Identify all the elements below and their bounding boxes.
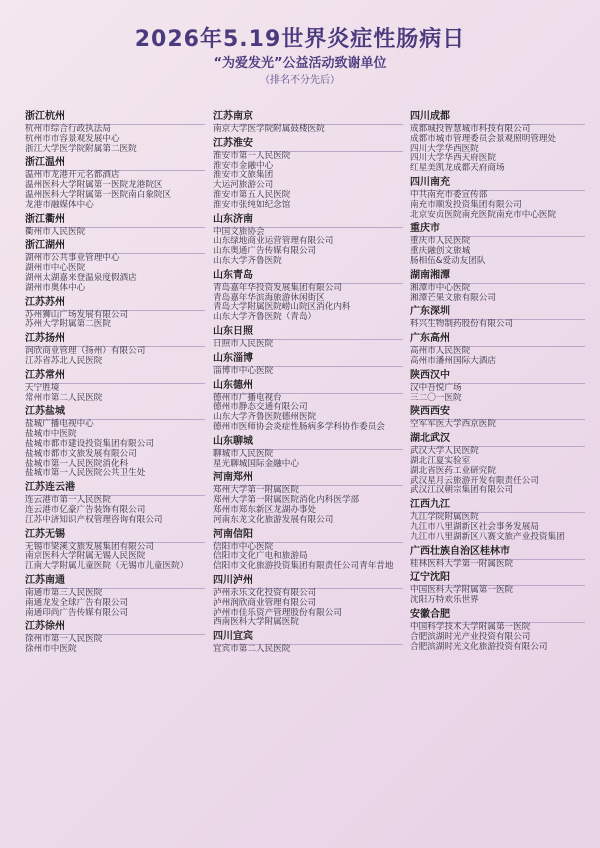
region-block bbox=[410, 223, 585, 266]
organization-name: 武汉大学人民医院 bbox=[410, 446, 479, 457]
region-heading: 浙江温州 bbox=[25, 157, 205, 171]
region-heading: 安徽合肥 bbox=[410, 609, 585, 623]
region-block bbox=[410, 370, 585, 404]
region-block bbox=[25, 214, 205, 238]
region-block bbox=[410, 499, 585, 542]
organization-name: 河南东龙文化旅游发展有限公司 bbox=[213, 514, 334, 525]
organization-name: 德州市静态交通有限公司 bbox=[213, 402, 308, 413]
region-heading: 四川宜宾 bbox=[213, 631, 403, 645]
region-block bbox=[213, 326, 403, 350]
organization-name: 山东大学齐鲁医院（青岛） bbox=[213, 312, 317, 323]
organization-name: 南充市顺发投资集团有限公司 bbox=[410, 199, 522, 210]
organization-name: 信阳市文化旅游投资集团有限责任公司青年昔地 bbox=[213, 561, 394, 572]
column-2 bbox=[213, 108, 403, 655]
organization-name: 山东大学齐鲁医院德州医院 bbox=[213, 412, 317, 423]
organization-name: 大运河旅游公司 bbox=[213, 180, 274, 191]
organization-name: 合肥滨湖时光产业投资有限公司 bbox=[410, 631, 531, 642]
region-heading: 山东聊城 bbox=[213, 436, 403, 450]
page-title: 2026年5.19世界炎症性肠病日 bbox=[134, 27, 466, 52]
organization-name: 九江市八里湖新区八赛文旅产业投资集团 bbox=[410, 531, 565, 542]
column-1 bbox=[25, 108, 205, 655]
region-heading: 江苏常州 bbox=[25, 370, 205, 384]
organization-name: 无锡市梁溪文旅发展集团有限公司 bbox=[25, 541, 154, 552]
organization-name: 高州市潘州国际大酒店 bbox=[410, 355, 496, 366]
region-heading: 山东淄博 bbox=[213, 353, 403, 367]
organization-name: 桂林医科大学第一附属医院 bbox=[410, 558, 514, 569]
organization-name: 高州市人民医院 bbox=[410, 346, 471, 357]
organization-name: 四川大学华西天府医院 bbox=[410, 153, 496, 164]
organization-name: 苏州狮山广场发展有限公司 bbox=[25, 309, 129, 320]
organization-name: 徐州市中医院 bbox=[25, 644, 77, 655]
organization-name: 信阳市文化广电和旅游局 bbox=[213, 551, 308, 562]
region-heading: 浙江杭州 bbox=[25, 111, 205, 125]
region-heading: 湖北武汉 bbox=[410, 433, 585, 447]
region-block bbox=[25, 575, 205, 618]
region-heading: 江西九江 bbox=[410, 499, 585, 513]
region-heading: 广东深圳 bbox=[410, 306, 585, 320]
region-block bbox=[25, 621, 205, 655]
organization-name: 浙江大学医学院附属第二医院 bbox=[25, 143, 137, 154]
region-heading: 陕西汉中 bbox=[410, 370, 585, 384]
region-heading: 江苏扬州 bbox=[25, 333, 205, 347]
organization-name: 湖州太湖嘉来登温泉度假酒店 bbox=[25, 272, 137, 283]
organization-name: 空军军医大学西京医院 bbox=[410, 419, 496, 430]
region-heading: 江苏南通 bbox=[25, 575, 205, 589]
organization-name: 衢州市人民医院 bbox=[25, 226, 86, 237]
region-heading: 山东济南 bbox=[213, 214, 403, 228]
organization-name: 湖州市中心医院 bbox=[25, 263, 86, 274]
organization-name: 成都城投智慧城市科技有限公司 bbox=[410, 124, 531, 134]
region-block bbox=[410, 609, 585, 652]
organization-name: 南京医科大学附属无锡人民医院 bbox=[25, 551, 146, 562]
organization-name: 盐城市中医院 bbox=[25, 429, 77, 440]
region-heading: 浙江湖州 bbox=[25, 240, 205, 254]
organization-name: 宜宾市第二人民医院 bbox=[213, 644, 291, 655]
region-block bbox=[25, 333, 205, 367]
region-block bbox=[25, 297, 205, 331]
region-block bbox=[410, 306, 585, 330]
organization-name: 科兴生物制药股份有限公司 bbox=[410, 319, 514, 330]
organization-name: 淮安市张纯如纪念馆 bbox=[213, 199, 291, 210]
organization-name: 泸州永乐文化投资有限公司 bbox=[213, 587, 317, 598]
region-block bbox=[25, 370, 205, 404]
organization-name: 泸州润欣商业管理有限公司 bbox=[213, 597, 317, 608]
region-block bbox=[213, 270, 403, 323]
region-block bbox=[213, 111, 403, 135]
organization-name: 南京大学医学院附属鼓楼医院 bbox=[213, 124, 325, 134]
region-heading: 广东高州 bbox=[410, 333, 585, 347]
organization-name: 西南医科大学附属医院 bbox=[213, 617, 299, 628]
organization-name: 重庆融创文旅城 bbox=[410, 246, 471, 257]
organization-name: 中国文旅协会 bbox=[213, 226, 265, 237]
organization-name: 湖北江夏实验室 bbox=[410, 455, 471, 466]
organization-name: 湘潭市中心医院 bbox=[410, 282, 471, 293]
organization-name: 九江市八里湖新区社会事务发展局 bbox=[410, 521, 539, 532]
region-heading: 四川成都 bbox=[410, 111, 585, 125]
region-block bbox=[25, 157, 205, 210]
region-block bbox=[25, 482, 205, 525]
organization-name: 南通龙发全球广告有限公司 bbox=[25, 597, 129, 608]
organization-name: 南通市第三人民医院 bbox=[25, 587, 103, 598]
organization-name: 中国医科大学附属第一医院 bbox=[410, 585, 514, 596]
organization-name: 山东奥通广告传媒有限公司 bbox=[213, 246, 317, 257]
organization-name: 淮安市第五人民医院 bbox=[213, 189, 291, 200]
organization-name: 润欣商业管理（扬州）有限公司 bbox=[25, 346, 146, 357]
region-heading: 江苏南京 bbox=[213, 111, 403, 125]
region-block bbox=[213, 472, 403, 525]
organization-name: 连云港市亿豪广告装饰有限公司 bbox=[25, 504, 146, 515]
region-heading: 四川南充 bbox=[410, 177, 585, 191]
organization-name: 成都市城市管理委员会景观照明管理处 bbox=[410, 133, 557, 144]
organization-name: 江南大学附属儿童医院（无锡市儿童医院） bbox=[25, 561, 189, 572]
organization-name: 郑州大学第一附属医院 bbox=[213, 485, 299, 496]
region-block bbox=[213, 214, 403, 267]
organization-name: 信阳市中心医院 bbox=[213, 541, 274, 552]
organization-name: 青岛大学附属医院崂山院区消化内科 bbox=[213, 302, 351, 313]
region-heading: 江苏无锡 bbox=[25, 529, 205, 543]
region-block bbox=[25, 406, 205, 479]
region-block bbox=[410, 333, 585, 367]
region-heading: 重庆市 bbox=[410, 223, 585, 237]
region-heading: 江苏徐州 bbox=[25, 621, 205, 635]
organization-name: 盐城市都市建设投资集团有限公司 bbox=[25, 438, 154, 449]
organization-name: 青岛嘉年华滨海旅游休闲街区 bbox=[213, 292, 325, 303]
region-block bbox=[410, 546, 585, 570]
organization-name: 湖北省医药工业研究院 bbox=[410, 465, 496, 476]
region-block bbox=[213, 575, 403, 628]
ranking-note: （排名不分先后） bbox=[260, 75, 340, 86]
organization-name: 温州市龙港开元名都酒店 bbox=[25, 170, 120, 181]
organization-name: 淮安市文旅集团 bbox=[213, 170, 274, 181]
organization-name: 龙港市融媒体中心 bbox=[25, 199, 94, 210]
organization-name: 温州医科大学附属第一医院南白象院区 bbox=[25, 189, 172, 200]
region-block bbox=[25, 529, 205, 572]
organization-name: 连云港市第一人民医院 bbox=[25, 495, 111, 506]
organization-name: 沈阳万特欢乐世界 bbox=[410, 595, 479, 606]
organization-name: 盐城市第一人民医院公共卫生处 bbox=[25, 468, 146, 479]
organization-name: 武汉江汉朝宗集团有限公司 bbox=[410, 485, 514, 496]
organization-name: 盐城市都市文旅发展有限公司 bbox=[25, 448, 137, 459]
organization-name: 武汉星月云旅游开发有限责任公司 bbox=[410, 475, 539, 486]
organization-name: 天宁胜境 bbox=[25, 382, 60, 393]
region-block bbox=[410, 270, 585, 304]
organization-name: 常州市第二人民医院 bbox=[25, 392, 103, 403]
region-heading: 山东德州 bbox=[213, 380, 403, 394]
organization-name: 湘潭芒果文旅有限公司 bbox=[410, 292, 496, 303]
region-heading: 浙江衢州 bbox=[25, 214, 205, 228]
organization-name: 山东大学齐鲁医院 bbox=[213, 255, 282, 266]
organization-name: 红星美凯龙成都天府商场 bbox=[410, 163, 505, 174]
organization-name: 汉中吾悦广场 bbox=[410, 382, 462, 393]
organization-name: 四川大学华西医院 bbox=[410, 143, 479, 154]
organization-name: 郑州大学第一附属医院消化内科医学部 bbox=[213, 495, 360, 506]
region-heading: 山东日照 bbox=[213, 326, 403, 340]
region-block bbox=[213, 380, 403, 433]
organization-name: 星光聊城国际金融中心 bbox=[213, 458, 299, 469]
organization-name: 杭州市市容景观发展中心 bbox=[25, 133, 120, 144]
region-heading: 湖南湘潭 bbox=[410, 270, 585, 284]
organization-name: 青岛嘉年华投资发展集团有限公司 bbox=[213, 282, 342, 293]
organization-name: 盐城广播电视中心 bbox=[25, 419, 94, 430]
page-subtitle: “为爱发光”公益活动致谢单位 bbox=[213, 56, 387, 71]
region-block bbox=[213, 529, 403, 572]
region-heading: 江苏苏州 bbox=[25, 297, 205, 311]
region-block bbox=[213, 436, 403, 470]
region-block bbox=[410, 433, 585, 496]
organization-name: 重庆市人民医院 bbox=[410, 236, 471, 247]
organization-name: 泸州市佳乐资产管理股份有限公司 bbox=[213, 607, 342, 618]
region-heading: 河南信阳 bbox=[213, 529, 403, 543]
organization-name: 中国科学技术大学附属第一医院 bbox=[410, 621, 531, 632]
organization-name: 德州市广播电视台 bbox=[213, 392, 282, 403]
region-heading: 江苏淮安 bbox=[213, 138, 403, 152]
region-heading: 陕西西安 bbox=[410, 406, 585, 420]
organization-name: 淮安市第一人民医院 bbox=[213, 150, 291, 161]
organization-name: 日照市人民医院 bbox=[213, 338, 274, 349]
region-block bbox=[410, 177, 585, 220]
region-heading: 江苏盐城 bbox=[25, 406, 205, 420]
organization-name: 江苏中济知识产权管理咨询有限公司 bbox=[25, 514, 163, 525]
organization-name: 聊城市人民医院 bbox=[213, 448, 274, 459]
organization-name: 三二〇一医院 bbox=[410, 392, 462, 403]
region-heading: 广西壮族自治区桂林市 bbox=[410, 546, 585, 560]
organization-name: 湖州市奥体中心 bbox=[25, 282, 86, 293]
organization-name: 北京安贞医院南充医院南充市中心医院 bbox=[410, 209, 557, 220]
organization-name: 苏州大学附属第二医院 bbox=[25, 319, 111, 330]
region-block bbox=[410, 406, 585, 430]
organization-name: 九江学院附属医院 bbox=[410, 512, 479, 523]
organization-name: 江苏省苏北人民医院 bbox=[25, 355, 103, 366]
region-block bbox=[410, 111, 585, 174]
column-3 bbox=[410, 108, 585, 652]
organization-name: 淮安市金融中心 bbox=[213, 160, 274, 171]
organization-name: 徐州市第一人民医院 bbox=[25, 634, 103, 645]
region-block bbox=[25, 240, 205, 293]
organization-name: 肠相伍&爱动友团队 bbox=[410, 255, 486, 266]
region-block bbox=[213, 631, 403, 655]
organization-name: 山东绿地商业运营管理有限公司 bbox=[213, 236, 334, 247]
organization-name: 杭州市综合行政执法局 bbox=[25, 124, 111, 134]
region-heading: 江苏连云港 bbox=[25, 482, 205, 496]
organization-name: 德州市医师协会炎症性肠病多学科协作委员会 bbox=[213, 421, 385, 432]
region-heading: 山东青岛 bbox=[213, 270, 403, 284]
organization-name: 湖州市公共事业管理中心 bbox=[25, 253, 120, 264]
organization-name: 南通印尚广告传媒有限公司 bbox=[25, 607, 129, 618]
organization-name: 郑州市郑东新区龙湖办事处 bbox=[213, 504, 317, 515]
region-block bbox=[25, 111, 205, 154]
region-block bbox=[410, 572, 585, 606]
organization-name: 合肥滨湖时光文化旅游投资有限公司 bbox=[410, 641, 548, 652]
region-heading: 河南郑州 bbox=[213, 472, 403, 486]
organization-name: 中共南充市委宣传部 bbox=[410, 189, 488, 200]
region-block bbox=[213, 138, 403, 211]
region-heading: 四川泸州 bbox=[213, 575, 403, 589]
organization-name: 盐城市第一人民医院消化科 bbox=[25, 458, 129, 469]
organization-name: 淄博市中心医院 bbox=[213, 365, 274, 376]
region-block bbox=[213, 353, 403, 377]
organization-name: 温州医科大学附属第一医院龙港院区 bbox=[25, 180, 163, 191]
region-heading: 辽宁沈阳 bbox=[410, 572, 585, 586]
